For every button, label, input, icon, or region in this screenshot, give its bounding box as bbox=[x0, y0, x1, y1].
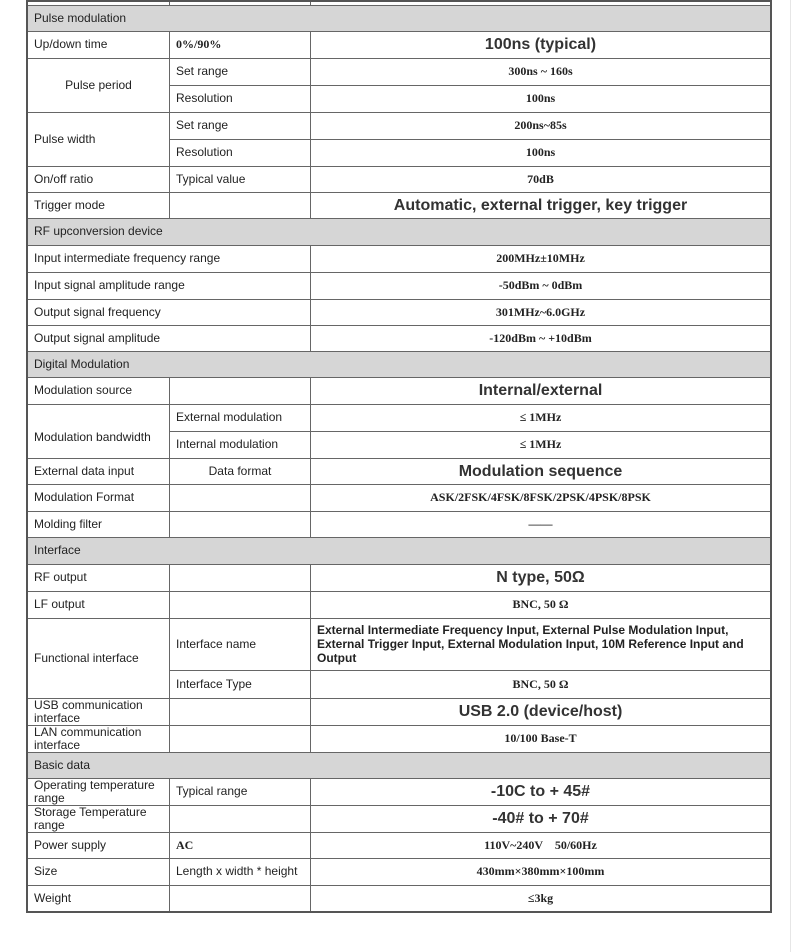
row-label: USB communication interface bbox=[27, 698, 170, 725]
row-label: Output signal frequency bbox=[27, 299, 311, 325]
table-row bbox=[27, 858, 771, 885]
row-label: Storage Temperature range bbox=[27, 805, 170, 832]
row-value: -50dBm ~ 0dBm bbox=[311, 272, 772, 299]
row-value: USB 2.0 (device/host) bbox=[311, 698, 772, 725]
row-value: Modulation sequence bbox=[311, 458, 772, 484]
row-label: Weight bbox=[27, 885, 170, 912]
table-row bbox=[27, 778, 771, 805]
spec-table bbox=[26, 0, 772, 913]
row-label: Pulse period bbox=[27, 58, 170, 112]
row-sublabel: Resolution bbox=[170, 139, 311, 166]
section-title: Pulse modulation bbox=[27, 5, 771, 31]
table-row bbox=[27, 272, 771, 299]
row-label: RF output bbox=[27, 564, 170, 591]
row-sublabel: Interface name bbox=[170, 618, 311, 670]
row-value: 430mm×380mm×100mm bbox=[311, 858, 772, 885]
row-sublabel: Internal modulation bbox=[170, 431, 311, 458]
row-value: -40# to + 70# bbox=[311, 805, 772, 832]
row-value: -10C to + 45# bbox=[311, 778, 772, 805]
section-header-basic bbox=[27, 752, 771, 778]
table-row bbox=[27, 698, 771, 725]
table-row bbox=[27, 112, 771, 139]
section-header-pulse bbox=[27, 5, 771, 31]
row-label: Trigger mode bbox=[27, 192, 170, 218]
row-sublabel: Set range bbox=[170, 58, 311, 85]
table-row bbox=[27, 299, 771, 325]
row-value: 300ns ~ 160s bbox=[311, 58, 772, 85]
table-row bbox=[27, 192, 771, 218]
row-value: ≤ 1MHz bbox=[311, 404, 772, 431]
row-value: BNC, 50 Ω bbox=[311, 670, 772, 698]
row-sublabel: Set range bbox=[170, 112, 311, 139]
table-row bbox=[27, 58, 771, 85]
row-sublabel: 0%/90% bbox=[170, 31, 311, 58]
table-row bbox=[27, 564, 771, 591]
section-title: RF upconversion device bbox=[27, 218, 771, 245]
table-row bbox=[27, 832, 771, 858]
section-title: Digital Modulation bbox=[27, 351, 771, 377]
table-row bbox=[27, 618, 771, 670]
table-row bbox=[27, 245, 771, 272]
row-value: N type, 50Ω bbox=[311, 564, 772, 591]
row-value: 100ns bbox=[311, 85, 772, 112]
section-header-digital bbox=[27, 351, 771, 377]
row-sublabel: Typical value bbox=[170, 166, 311, 192]
row-label: Modulation source bbox=[27, 377, 170, 404]
row-label: External data input bbox=[27, 458, 170, 484]
row-label: Functional interface bbox=[27, 618, 170, 698]
table-row bbox=[27, 458, 771, 484]
row-value: 301MHz~6.0GHz bbox=[311, 299, 772, 325]
row-label: Modulation bandwidth bbox=[27, 404, 170, 458]
row-value: ≤3kg bbox=[311, 885, 772, 912]
row-value: BNC, 50 Ω bbox=[311, 591, 772, 618]
row-value: Internal/external bbox=[311, 377, 772, 404]
row-label: LF output bbox=[27, 591, 170, 618]
row-sublabel: Typical range bbox=[170, 778, 311, 805]
table-row bbox=[27, 805, 771, 832]
page-edge-line bbox=[790, 0, 791, 952]
table-row bbox=[27, 31, 771, 58]
row-label: Molding filter bbox=[27, 511, 170, 537]
section-header-rf bbox=[27, 218, 771, 245]
row-value: 110V~240V 50/60Hz bbox=[311, 832, 772, 858]
table-row bbox=[27, 377, 771, 404]
row-label: On/off ratio bbox=[27, 166, 170, 192]
row-label: Up/down time bbox=[27, 31, 170, 58]
table-row bbox=[27, 484, 771, 511]
section-title: Basic data bbox=[27, 752, 771, 778]
row-sublabel: Resolution bbox=[170, 85, 311, 112]
row-value: ASK/2FSK/4FSK/8FSK/2PSK/4PSK/8PSK bbox=[311, 484, 772, 511]
row-value: External Intermediate Frequency Input, External Pulse Modulation Input, External Trigger Input, External Modulation Input, 10M Reference Input and Output bbox=[311, 618, 772, 670]
table-row bbox=[27, 325, 771, 351]
row-sublabel: AC bbox=[170, 832, 311, 858]
row-value: 10/100 Base-T bbox=[311, 725, 772, 752]
row-label: Input signal amplitude range bbox=[27, 272, 311, 299]
row-value: Automatic, external trigger, key trigger bbox=[311, 192, 772, 218]
table-row bbox=[27, 166, 771, 192]
row-label: Input intermediate frequency range bbox=[27, 245, 311, 272]
row-value: -120dBm ~ +10dBm bbox=[311, 325, 772, 351]
row-label: Modulation Format bbox=[27, 484, 170, 511]
row-sublabel: External modulation bbox=[170, 404, 311, 431]
row-value: 100ns (typical) bbox=[311, 31, 772, 58]
section-title: Interface bbox=[27, 537, 771, 564]
row-label: Operating temperature range bbox=[27, 778, 170, 805]
row-label: Size bbox=[27, 858, 170, 885]
row-value: —— bbox=[311, 511, 772, 537]
row-value: ≤ 1MHz bbox=[311, 431, 772, 458]
row-value: 200ns~85s bbox=[311, 112, 772, 139]
table-row bbox=[27, 591, 771, 618]
row-value: 100ns bbox=[311, 139, 772, 166]
table-row bbox=[27, 511, 771, 537]
row-label: Output signal amplitude bbox=[27, 325, 311, 351]
section-header-interface bbox=[27, 537, 771, 564]
row-sublabel: Data format bbox=[170, 458, 311, 484]
row-sublabel: Length x width * height bbox=[170, 858, 311, 885]
table-row bbox=[27, 885, 771, 912]
row-value: 200MHz±10MHz bbox=[311, 245, 772, 272]
row-label: LAN communication interface bbox=[27, 725, 170, 752]
table-row bbox=[27, 725, 771, 752]
row-label: Pulse width bbox=[27, 112, 170, 166]
row-sublabel: Interface Type bbox=[170, 670, 311, 698]
row-label: Power supply bbox=[27, 832, 170, 858]
row-value: 70dB bbox=[311, 166, 772, 192]
table-row bbox=[27, 404, 771, 431]
